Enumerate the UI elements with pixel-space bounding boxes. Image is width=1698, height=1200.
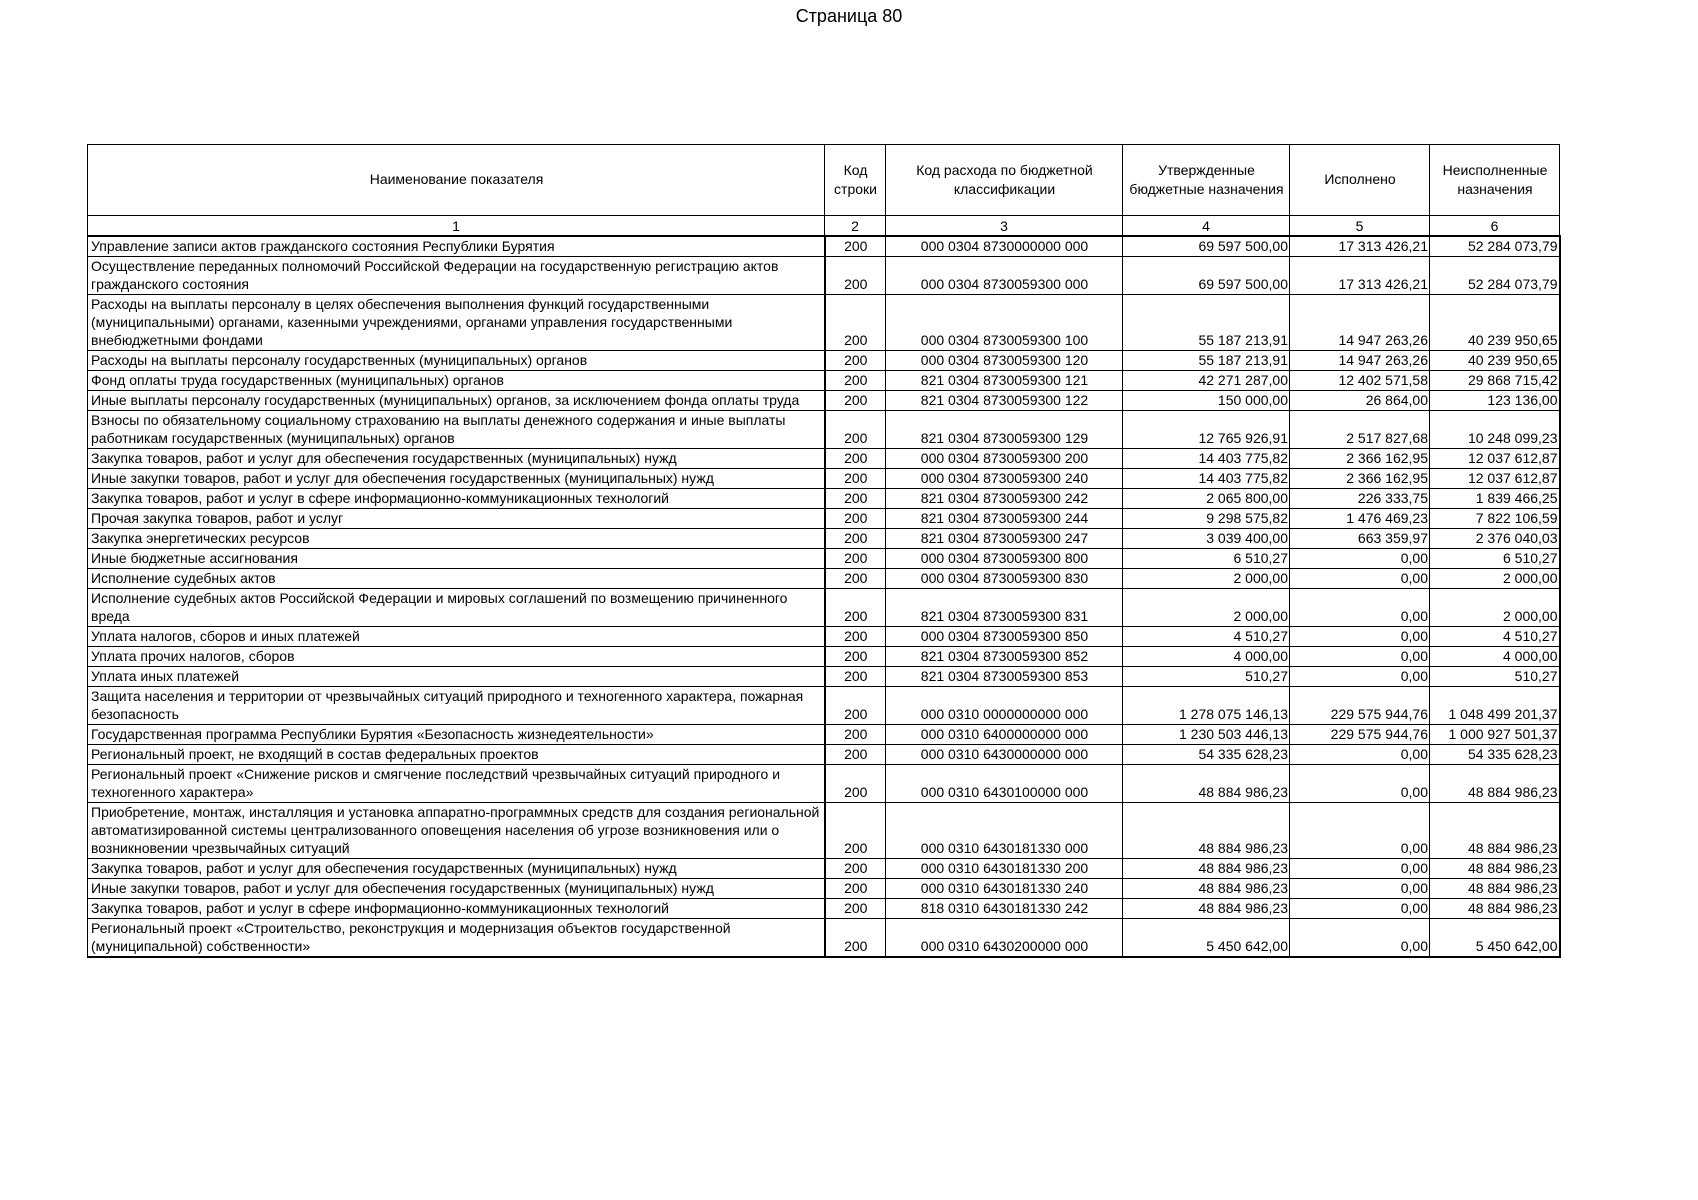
row-line-code: 200	[825, 236, 886, 257]
row-line-code: 200	[825, 879, 886, 899]
row-expense-code: 821 0304 8730059300 852	[886, 647, 1123, 667]
row-approved: 2 000,00	[1123, 589, 1290, 627]
row-expense-code: 821 0304 8730059300 242	[886, 489, 1123, 509]
row-expense-code: 000 0310 6430181330 000	[886, 803, 1123, 859]
row-line-code: 200	[825, 859, 886, 879]
table-row	[88, 295, 1560, 351]
row-executed: 26 864,00	[1290, 391, 1430, 411]
row-unexecuted: 4 000,00	[1430, 647, 1560, 667]
table-row	[88, 391, 1560, 411]
row-unexecuted: 12 037 612,87	[1430, 449, 1560, 469]
row-name: Региональный проект, не входящий в состав федеральных проектов	[88, 745, 825, 765]
row-executed: 17 313 426,21	[1290, 236, 1430, 257]
row-approved: 55 187 213,91	[1123, 351, 1290, 371]
row-unexecuted: 7 822 106,59	[1430, 509, 1560, 529]
table-row	[88, 899, 1560, 919]
table-row	[88, 803, 1560, 859]
row-executed: 0,00	[1290, 589, 1430, 627]
row-executed: 0,00	[1290, 569, 1430, 589]
table-row	[88, 627, 1560, 647]
row-unexecuted: 1 048 499 201,37	[1430, 687, 1560, 725]
row-name: Защита населения и территории от чрезвычайных ситуаций природного и техногенного характера, пожарная безопасность	[88, 687, 825, 725]
row-executed: 226 333,75	[1290, 489, 1430, 509]
row-approved: 14 403 775,82	[1123, 469, 1290, 489]
row-name: Исполнение судебных актов	[88, 569, 825, 589]
row-approved: 9 298 575,82	[1123, 509, 1290, 529]
row-unexecuted: 5 450 642,00	[1430, 919, 1560, 958]
row-executed: 1 476 469,23	[1290, 509, 1430, 529]
table-row	[88, 371, 1560, 391]
row-approved: 48 884 986,23	[1123, 879, 1290, 899]
page-title: Страница 80	[795, 6, 903, 26]
row-expense-code: 000 0310 6430200000 000	[886, 919, 1123, 958]
row-line-code: 200	[825, 589, 886, 627]
row-name: Управление записи актов гражданского состояния Республики Бурятия	[88, 236, 825, 257]
row-unexecuted: 48 884 986,23	[1430, 803, 1560, 859]
row-unexecuted: 48 884 986,23	[1430, 899, 1560, 919]
row-expense-code: 000 0304 8730059300 800	[886, 549, 1123, 569]
row-name: Прочая закупка товаров, работ и услуг	[88, 509, 825, 529]
row-expense-code: 000 0310 6430181330 240	[886, 879, 1123, 899]
row-expense-code: 000 0304 8730000000 000	[886, 236, 1123, 257]
row-expense-code: 000 0304 8730059300 240	[886, 469, 1123, 489]
row-executed: 0,00	[1290, 549, 1430, 569]
row-expense-code: 821 0304 8730059300 244	[886, 509, 1123, 529]
table-row	[88, 236, 1560, 257]
row-unexecuted: 52 284 073,79	[1430, 236, 1560, 257]
table-row	[88, 725, 1560, 745]
row-executed: 0,00	[1290, 859, 1430, 879]
row-line-code: 200	[825, 257, 886, 295]
row-executed: 229 575 944,76	[1290, 687, 1430, 725]
row-approved: 48 884 986,23	[1123, 803, 1290, 859]
row-line-code: 200	[825, 803, 886, 859]
row-expense-code: 818 0310 6430181330 242	[886, 899, 1123, 919]
row-line-code: 200	[825, 687, 886, 725]
row-name: Осуществление переданных полномочий Российской Федерации на государственную регистрацию актов гражданского состояния	[88, 257, 825, 295]
row-unexecuted: 2 000,00	[1430, 589, 1560, 627]
row-executed: 14 947 263,26	[1290, 295, 1430, 351]
row-expense-code: 000 0304 8730059300 120	[886, 351, 1123, 371]
table-row	[88, 469, 1560, 489]
row-approved: 12 765 926,91	[1123, 411, 1290, 449]
table-row	[88, 411, 1560, 449]
row-expense-code: 000 0310 6430000000 000	[886, 745, 1123, 765]
table-row	[88, 351, 1560, 371]
table-row	[88, 919, 1560, 958]
row-approved: 48 884 986,23	[1123, 765, 1290, 803]
row-line-code: 200	[825, 765, 886, 803]
table-row	[88, 489, 1560, 509]
row-unexecuted: 48 884 986,23	[1430, 859, 1560, 879]
row-line-code: 200	[825, 725, 886, 745]
row-line-code: 200	[825, 919, 886, 958]
row-name: Закупка товаров, работ и услуг для обеспечения государственных (муниципальных) нужд	[88, 449, 825, 469]
row-expense-code: 000 0304 8730059300 100	[886, 295, 1123, 351]
column-number: 4	[1123, 216, 1290, 237]
header-expense-code: Код расхода по бюджетной классификации	[886, 145, 1123, 216]
row-name: Государственная программа Республики Бурятия «Безопасность жизнедеятельности»	[88, 725, 825, 745]
row-unexecuted: 510,27	[1430, 667, 1560, 687]
row-line-code: 200	[825, 411, 886, 449]
row-approved: 3 039 400,00	[1123, 529, 1290, 549]
row-approved: 69 597 500,00	[1123, 236, 1290, 257]
row-executed: 0,00	[1290, 899, 1430, 919]
column-number: 5	[1290, 216, 1430, 237]
table-row	[88, 509, 1560, 529]
row-approved: 14 403 775,82	[1123, 449, 1290, 469]
row-unexecuted: 52 284 073,79	[1430, 257, 1560, 295]
row-line-code: 200	[825, 745, 886, 765]
row-executed: 0,00	[1290, 803, 1430, 859]
row-approved: 6 510,27	[1123, 549, 1290, 569]
row-line-code: 200	[825, 295, 886, 351]
row-name: Иные закупки товаров, работ и услуг для обеспечения государственных (муниципальных) нужд	[88, 469, 825, 489]
row-approved: 1 230 503 446,13	[1123, 725, 1290, 745]
row-executed: 0,00	[1290, 745, 1430, 765]
row-line-code: 200	[825, 391, 886, 411]
table-row	[88, 647, 1560, 667]
row-unexecuted: 29 868 715,42	[1430, 371, 1560, 391]
row-expense-code: 821 0304 8730059300 122	[886, 391, 1123, 411]
table-row	[88, 449, 1560, 469]
budget-execution-table	[87, 144, 1561, 958]
row-expense-code: 000 0304 8730059300 830	[886, 569, 1123, 589]
row-approved: 48 884 986,23	[1123, 899, 1290, 919]
row-approved: 42 271 287,00	[1123, 371, 1290, 391]
row-name: Уплата прочих налогов, сборов	[88, 647, 825, 667]
row-name: Приобретение, монтаж, инсталляция и установка аппаратно-программных средств для создания региональной автоматизированной системы централизованного оповещения населения об угрозе возникновения или о возникновении чрезвычайных ситуаций	[88, 803, 825, 859]
row-executed: 0,00	[1290, 879, 1430, 899]
row-executed: 17 313 426,21	[1290, 257, 1430, 295]
row-approved: 5 450 642,00	[1123, 919, 1290, 958]
row-unexecuted: 54 335 628,23	[1430, 745, 1560, 765]
column-number: 1	[88, 216, 825, 237]
row-name: Расходы на выплаты персоналу в целях обеспечения выполнения функций государственными (муниципальными) органами, казенными учреждениями, органами управления государственными внебюджетными фондами	[88, 295, 825, 351]
table-row	[88, 569, 1560, 589]
table-row	[88, 589, 1560, 627]
row-name: Иные выплаты персоналу государственных (муниципальных) органов, за исключением фонда оплаты труда	[88, 391, 825, 411]
row-unexecuted: 12 037 612,87	[1430, 469, 1560, 489]
row-line-code: 200	[825, 371, 886, 391]
row-expense-code: 000 0310 6400000000 000	[886, 725, 1123, 745]
row-unexecuted: 48 884 986,23	[1430, 879, 1560, 899]
row-executed: 0,00	[1290, 647, 1430, 667]
row-approved: 4 000,00	[1123, 647, 1290, 667]
row-unexecuted: 40 239 950,65	[1430, 295, 1560, 351]
row-expense-code: 821 0304 8730059300 129	[886, 411, 1123, 449]
table-row	[88, 745, 1560, 765]
row-unexecuted: 2 000,00	[1430, 569, 1560, 589]
row-approved: 2 000,00	[1123, 569, 1290, 589]
row-unexecuted: 4 510,27	[1430, 627, 1560, 647]
row-line-code: 200	[825, 899, 886, 919]
row-unexecuted: 6 510,27	[1430, 549, 1560, 569]
row-approved: 2 065 800,00	[1123, 489, 1290, 509]
row-name: Иные бюджетные ассигнования	[88, 549, 825, 569]
row-name: Уплата иных платежей	[88, 667, 825, 687]
header-unexecuted: Неисполненные назначения	[1430, 145, 1560, 216]
row-approved: 510,27	[1123, 667, 1290, 687]
row-line-code: 200	[825, 509, 886, 529]
row-executed: 2 517 827,68	[1290, 411, 1430, 449]
row-executed: 229 575 944,76	[1290, 725, 1430, 745]
row-line-code: 200	[825, 549, 886, 569]
row-approved: 1 278 075 146,13	[1123, 687, 1290, 725]
row-name: Уплата налогов, сборов и иных платежей	[88, 627, 825, 647]
row-name: Фонд оплаты труда государственных (муниципальных) органов	[88, 371, 825, 391]
row-name: Иные закупки товаров, работ и услуг для обеспечения государственных (муниципальных) нужд	[88, 879, 825, 899]
row-executed: 663 359,97	[1290, 529, 1430, 549]
row-expense-code: 821 0304 8730059300 831	[886, 589, 1123, 627]
row-name: Закупка товаров, работ и услуг в сфере информационно-коммуникационных технологий	[88, 489, 825, 509]
table-row	[88, 257, 1560, 295]
row-approved: 55 187 213,91	[1123, 295, 1290, 351]
row-line-code: 200	[825, 569, 886, 589]
header-indicator-name: Наименование показателя	[88, 145, 825, 216]
row-unexecuted: 1 839 466,25	[1430, 489, 1560, 509]
row-executed: 2 366 162,95	[1290, 469, 1430, 489]
row-name: Исполнение судебных актов Российской Федерации и мировых соглашений по возмещению причиненного вреда	[88, 589, 825, 627]
row-unexecuted: 123 136,00	[1430, 391, 1560, 411]
row-line-code: 200	[825, 667, 886, 687]
row-name: Расходы на выплаты персоналу государственных (муниципальных) органов	[88, 351, 825, 371]
row-executed: 0,00	[1290, 765, 1430, 803]
column-number: 6	[1430, 216, 1560, 237]
row-expense-code: 000 0304 8730059300 000	[886, 257, 1123, 295]
column-number: 2	[825, 216, 886, 237]
row-unexecuted: 10 248 099,23	[1430, 411, 1560, 449]
row-unexecuted: 1 000 927 501,37	[1430, 725, 1560, 745]
row-unexecuted: 48 884 986,23	[1430, 765, 1560, 803]
row-executed: 2 366 162,95	[1290, 449, 1430, 469]
row-executed: 0,00	[1290, 919, 1430, 958]
row-expense-code: 821 0304 8730059300 121	[886, 371, 1123, 391]
row-line-code: 200	[825, 647, 886, 667]
row-name: Региональный проект «Строительство, реконструкция и модернизация объектов государственной (муниципальной) собственности»	[88, 919, 825, 958]
table-row	[88, 879, 1560, 899]
row-line-code: 200	[825, 489, 886, 509]
table-row	[88, 529, 1560, 549]
column-number: 3	[886, 216, 1123, 237]
table-row	[88, 667, 1560, 687]
row-name: Закупка товаров, работ и услуг в сфере информационно-коммуникационных технологий	[88, 899, 825, 919]
row-name: Закупка товаров, работ и услуг для обеспечения государственных (муниципальных) нужд	[88, 859, 825, 879]
row-executed: 0,00	[1290, 667, 1430, 687]
row-name: Взносы по обязательному социальному страхованию на выплаты денежного содержания и иные выплаты работникам государственных (муниципальных) органов	[88, 411, 825, 449]
row-executed: 14 947 263,26	[1290, 351, 1430, 371]
row-line-code: 200	[825, 627, 886, 647]
row-approved: 48 884 986,23	[1123, 859, 1290, 879]
row-expense-code: 000 0304 8730059300 850	[886, 627, 1123, 647]
header-line-code: Код строки	[825, 145, 886, 216]
table-row	[88, 765, 1560, 803]
header-row	[88, 145, 1560, 216]
row-approved: 4 510,27	[1123, 627, 1290, 647]
row-executed: 0,00	[1290, 627, 1430, 647]
row-line-code: 200	[825, 449, 886, 469]
row-approved: 69 597 500,00	[1123, 257, 1290, 295]
row-expense-code: 000 0310 0000000000 000	[886, 687, 1123, 725]
row-unexecuted: 2 376 040,03	[1430, 529, 1560, 549]
row-expense-code: 000 0304 8730059300 200	[886, 449, 1123, 469]
header-approved: Утвержденные бюджетные назначения	[1123, 145, 1290, 216]
row-expense-code: 000 0310 6430181330 200	[886, 859, 1123, 879]
row-expense-code: 000 0310 6430100000 000	[886, 765, 1123, 803]
row-expense-code: 821 0304 8730059300 247	[886, 529, 1123, 549]
row-line-code: 200	[825, 469, 886, 489]
table-row	[88, 687, 1560, 725]
column-number-row	[88, 216, 1560, 237]
row-approved: 54 335 628,23	[1123, 745, 1290, 765]
row-approved: 150 000,00	[1123, 391, 1290, 411]
table-row	[88, 549, 1560, 569]
row-unexecuted: 40 239 950,65	[1430, 351, 1560, 371]
table-body	[88, 236, 1560, 957]
header-executed: Исполнено	[1290, 145, 1430, 216]
row-name: Закупка энергетических ресурсов	[88, 529, 825, 549]
row-line-code: 200	[825, 351, 886, 371]
row-expense-code: 821 0304 8730059300 853	[886, 667, 1123, 687]
row-line-code: 200	[825, 529, 886, 549]
table-row	[88, 859, 1560, 879]
row-name: Региональный проект «Снижение рисков и смягчение последствий чрезвычайных ситуаций природного и техногенного характера»	[88, 765, 825, 803]
row-executed: 12 402 571,58	[1290, 371, 1430, 391]
